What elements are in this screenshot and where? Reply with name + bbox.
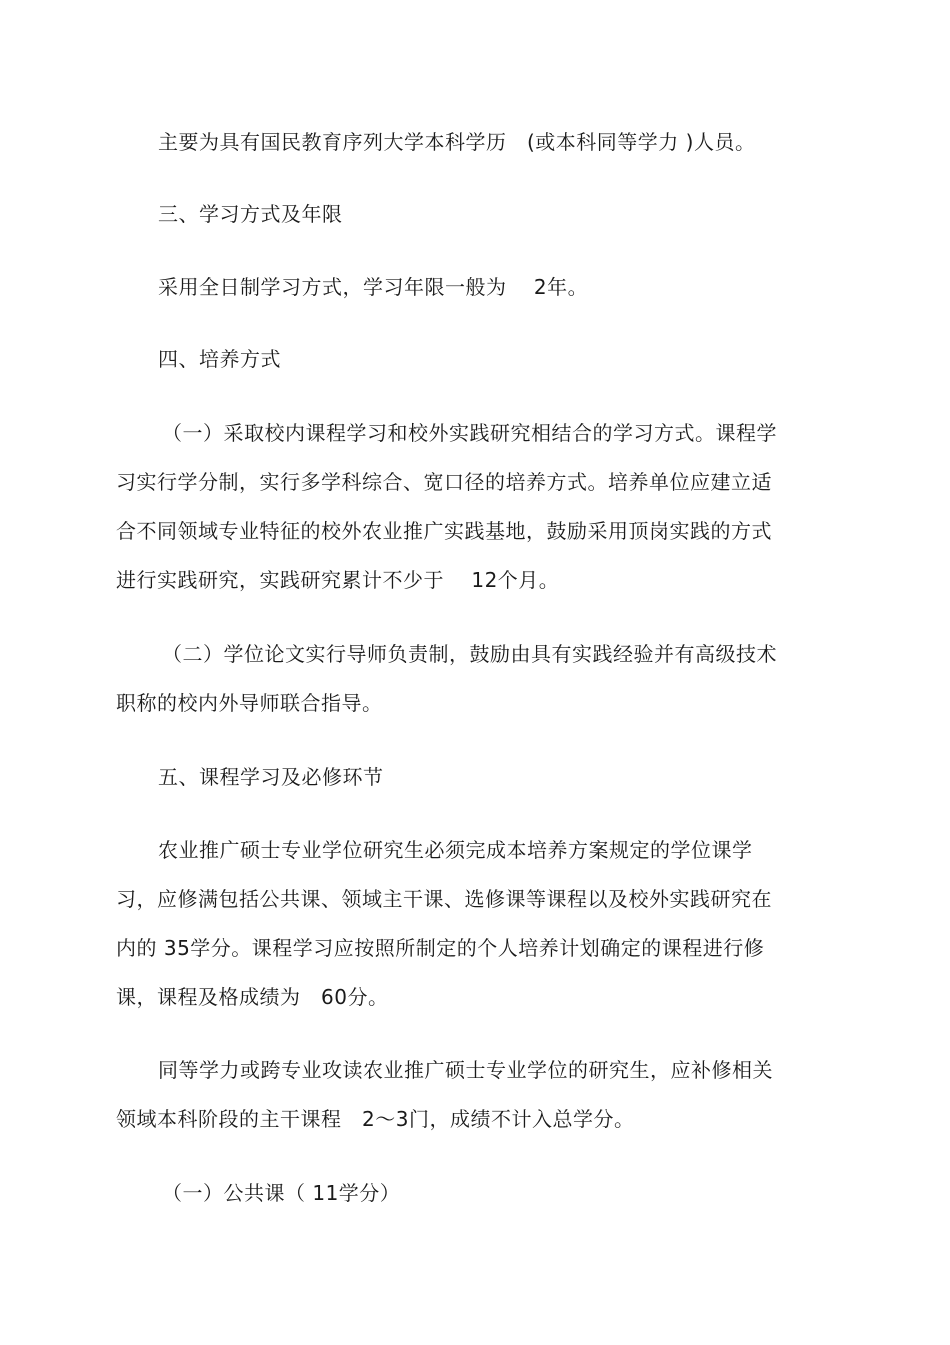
heading-training-mode: 四、培养方式 xyxy=(158,347,281,371)
paragraph-credits-line-4: 课，课程及格成绩为 60分。 xyxy=(116,985,389,1009)
paragraph-study-duration: 采用全日制学习方式，学习年限一般为 2年。 xyxy=(158,275,589,299)
paragraph-education-requirement: 主要为具有国民教育序列大学本科学历 (或本科同等学力 )人员。 xyxy=(158,130,756,154)
paragraph-training-1-line-4: 进行实践研究，实践研究累计不少于 12个月。 xyxy=(116,568,560,592)
heading-course-study: 五、课程学习及必修环节 xyxy=(158,765,384,789)
paragraph-training-2-line-2: 职称的校内外导师联合指导。 xyxy=(116,691,383,715)
paragraph-training-2-line-1: （二）学位论文实行导师负责制，鼓励由具有实践经验并有高级技术 xyxy=(162,642,777,666)
paragraph-supplement-line-2: 领域本科阶段的主干课程 2～3门，成绩不计入总学分。 xyxy=(116,1107,635,1131)
paragraph-credits-line-1: 农业推广硕士专业学位研究生必须完成本培养方案规定的学位课学 xyxy=(158,838,753,862)
heading-study-mode: 三、学习方式及年限 xyxy=(158,202,343,226)
heading-public-courses: （一）公共课（ 11学分） xyxy=(162,1181,401,1205)
paragraph-training-1-line-1: （一）采取校内课程学习和校外实践研究相结合的学习方式。课程学 xyxy=(162,421,777,445)
paragraph-credits-line-3: 内的 35学分。课程学习应按照所制定的个人培养计划确定的课程进行修 xyxy=(116,936,765,960)
paragraph-training-1-line-3: 合不同领域专业特征的校外农业推广实践基地，鼓励采用顶岗实践的方式 xyxy=(116,519,772,543)
paragraph-credits-line-2: 习，应修满包括公共课、领域主干课、选修课等课程以及校外实践研究在 xyxy=(116,887,772,911)
paragraph-supplement-line-1: 同等学力或跨专业攻读农业推广硕士专业学位的研究生，应补修相关 xyxy=(158,1058,773,1082)
paragraph-training-1-line-2: 习实行学分制，实行多学科综合、宽口径的培养方式。培养单位应建立适 xyxy=(116,470,772,494)
